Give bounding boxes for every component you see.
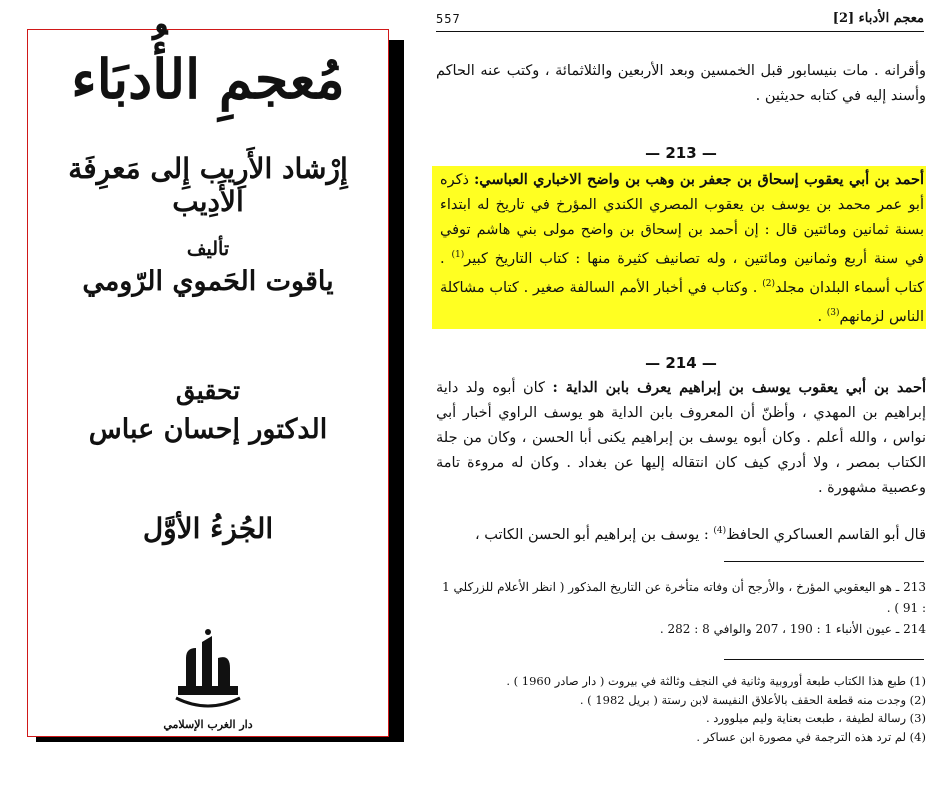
intro-paragraph: وأقرانه . مات بنيسابور قبل الخمسين وبعد الأربعين والثلاثمائة ، وكتب عنه الحاكم وأسند إليه في كتابه حديثين . (436, 63, 926, 104)
header-rule (436, 31, 924, 32)
cover-author: ياقوت الحَموي الرّومي (82, 266, 334, 297)
entry-214-continuation (436, 519, 926, 548)
entry-213-paragraph (440, 167, 924, 329)
footnote-ref-1: (1) (451, 250, 465, 260)
cover-editor-label: تحقيق (175, 376, 241, 405)
source-note: 214 ـ عيون الأنباء 1 : 190 ، 207 والوافي 8 : 282 . (659, 622, 926, 636)
cover-author-label: تأليف (186, 238, 230, 260)
footnote-ref-4: (4) (713, 526, 727, 536)
page-number: 557 (436, 12, 461, 26)
source-note: 213 ـ هو اليعقوبي المؤرخ ، والأرجح أن وفاته متأخرة عن التاريخ المذكور ( انظر الأعلام للزركلي 1 : 91 ) . (442, 580, 926, 615)
entry-214-text: كان أبوه ولد داية إبراهيم بن المهدي ، وأظنّ أن المعروف بابن الداية هو يوسف الراوي أخبار أبي نواس ، والله أعلم . وكان أبوه يوسف بن إبراهيم يكنى أبا الحسن ، وكان من جلة الكتاب بمصر ، ولا أدري كيف كان انتقاله إليها عن بغداد . وكان له مروءة تامة وعصبية مشهورة . (436, 380, 926, 496)
entry-number-214: — 214 — (645, 354, 717, 372)
entry-213-text: ذكره أبو عمر محمد بن يوسف بن يعقوب المصري الكندي المؤرخ في تاريخ له ابتداء بسنة ثمانين ومائتين قال : إن أحمد بن إسحاق بن واضح مولى بني هاشم توفي في سنة أربع وثمانين ومائتين ، وله تصانيف كثيرة منها : كتاب التاريخ كبير (440, 172, 924, 267)
footnote-ref-3: (3) (826, 307, 840, 318)
cover-volume: الجُزءُ الأوَّل (142, 512, 274, 545)
footnotes (436, 672, 926, 746)
page-header (436, 10, 924, 32)
notes-rule (724, 561, 924, 562)
entry-213-text: . وكتاب في أخبار الأمم السالفة صغير . كتاب مشاكلة الناس لزمانهم (440, 279, 924, 325)
publisher-logo-icon (28, 628, 388, 728)
entry-213-text: . (817, 308, 823, 325)
footnote: (2) وجدت منه قطعة الحقف بالأعلاق النفيسة لابن رستة ( بريل 1982 ) . (579, 692, 926, 707)
entry-214-name: أحمد بن أبي يعقوب يوسف بن إبراهيم يعرف بابن الداية : (552, 379, 927, 396)
footnote: (3) رسالة لطيفة ، طبعت بعناية وليم ميلوورد . (705, 711, 926, 725)
footnote: (1) طبع هذا الكتاب طبعة أوروبية وثانية في النجف وثالثة في بيروت ( دار صادر 1960 ) . (506, 674, 926, 688)
entry-213-name: أحمد بن أبي يعقوب إسحاق بن جعفر بن وهب بن واضح الاخباري العباسي: (473, 171, 924, 188)
entry-number-213: — 213 — (645, 144, 717, 162)
source-notes (436, 577, 926, 640)
footnote: (4) لم ترد هذه الترجمة في مصورة ابن عساكر . (696, 729, 926, 744)
footnotes-rule (724, 659, 924, 660)
entry-213-text: . كتاب أسماء البلدان مجلد (440, 250, 925, 296)
cover-publisher: دار الغرب الإسلامي (163, 718, 253, 731)
running-head: معجم الأدباء [2] (832, 11, 924, 26)
entry-214-text: : يوسف بن إبراهيم أبو الحسن الكاتب ، (474, 526, 709, 543)
footnote-ref-2: (2) (762, 278, 775, 289)
cover-editor: الدكتور إحسان عباس (88, 414, 328, 445)
cover-title: مُعجمِ الأُدبَاء (71, 47, 345, 111)
cover-subtitle: إِرْشاد الأَرِيب إِلى مَعرِفَة الأَدِيب (68, 152, 348, 218)
entry-214-paragraph (436, 375, 926, 501)
entry-214-text: قال أبو القاسم العساكري الحافظ (726, 526, 926, 543)
book-cover (27, 29, 389, 737)
